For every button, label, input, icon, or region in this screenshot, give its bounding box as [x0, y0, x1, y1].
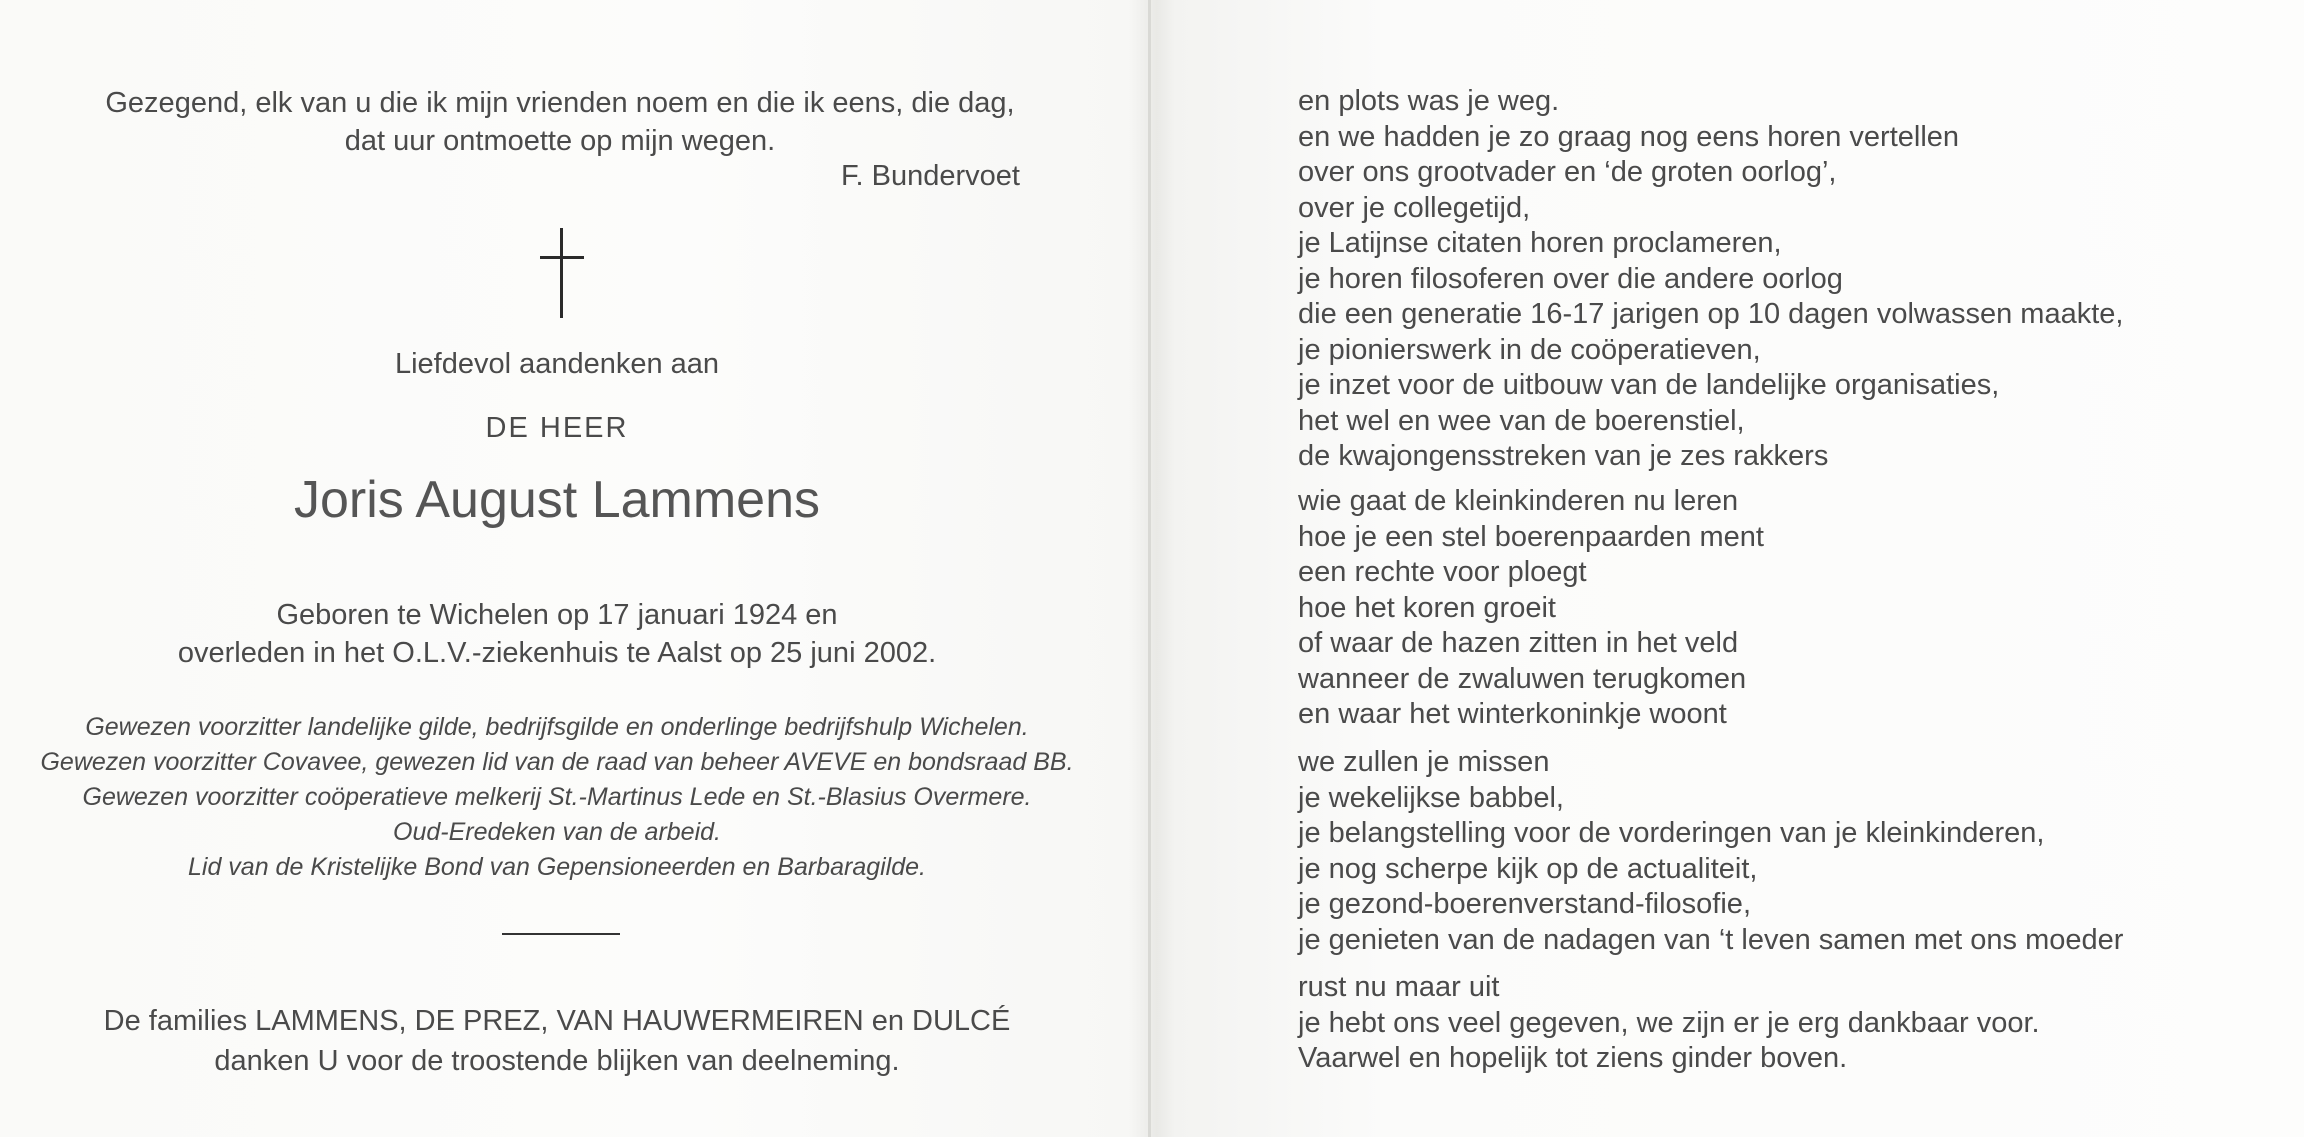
- intro-text: Liefdevol aandenken aan: [394, 348, 720, 380]
- poem-line: je pionierswerk in de coöperatieven,: [1298, 333, 1761, 366]
- families-line: danken U voor de troostende blijken van deelneming.: [214, 1045, 900, 1077]
- poem-line: Vaarwel en hopelijk tot ziens ginder boven.: [1298, 1042, 1848, 1074]
- poem-line: en we hadden je zo graag nog eens horen vertellen: [1298, 120, 1960, 153]
- quote-line: Gezegend, elk van u die ik mijn vrienden noem en die ik eens, die dag,: [105, 87, 1015, 119]
- poem-stanza-2: [1298, 484, 2278, 733]
- cross-icon: [540, 228, 584, 318]
- dates-line: Geboren te Wichelen op 17 januari 1924 en: [276, 599, 838, 631]
- poem-line: rust nu maar uit: [1298, 971, 1500, 1003]
- dates-line: overleden in het O.L.V.-ziekenhuis te Aalst op 25 juni 2002.: [177, 637, 937, 669]
- poem-line: over je collegetijd,: [1298, 191, 1531, 224]
- families-line: De families LAMMENS, DE PREZ, VAN HAUWERMEIREN en DULCÉ: [103, 1005, 1011, 1037]
- birth-death-dates: [0, 596, 1114, 672]
- poem-line: wie gaat de kleinkinderen nu leren: [1298, 485, 1739, 517]
- left-panel: [0, 0, 1120, 1137]
- right-panel: [1298, 0, 2278, 1137]
- function-line: Gewezen voorzitter Covavee, gewezen lid van de raad van beheer AVEVE en bondsraad BB.: [40, 748, 1074, 776]
- card-fold: [1148, 0, 1151, 1137]
- poem-line: je gezond-boerenverstand-filosofie,: [1298, 888, 1751, 920]
- functions-list: [0, 710, 1114, 885]
- divider: [502, 933, 620, 935]
- poem-line: we zullen je missen: [1298, 746, 1550, 778]
- poem-line: je inzet voor de uitbouw van de landelijke organisaties,: [1298, 369, 2000, 401]
- poem-line: je genieten van de nadagen van ‘t leven samen met ons moeder: [1298, 923, 2124, 956]
- deceased-name: Joris August Lammens: [293, 471, 821, 529]
- poem-line: hoe het koren groeit: [1298, 591, 1556, 624]
- function-line: Lid van de Kristelijke Bond van Gepensioneerden en Barbaragilde.: [188, 853, 926, 881]
- poem-line: een rechte voor ploegt: [1298, 556, 1587, 588]
- poem-line: je hebt ons veel gegeven, we zijn er je erg dankbaar voor.: [1298, 1006, 2040, 1039]
- poem-line: de kwajongensstreken van je zes rakkers: [1298, 440, 1829, 472]
- quote-line: dat uur ontmoette op mijn wegen.: [344, 125, 776, 157]
- poem-line: hoe je een stel boerenpaarden ment: [1298, 520, 1764, 553]
- poem-line: en plots was je weg.: [1298, 85, 1560, 117]
- honorific: DE HEER: [485, 412, 629, 444]
- poem-line: of waar de hazen zitten in het veld: [1298, 627, 1739, 659]
- poem-stanza-3: [1298, 745, 2278, 958]
- poem-line: je Latijnse citaten horen proclameren,: [1298, 227, 1782, 259]
- quote-author: F. Bundervoet: [841, 160, 1020, 192]
- poem-line: het wel en wee van de boerenstiel,: [1298, 404, 1745, 437]
- poem-line: over ons grootvader en ‘de groten oorlog’,: [1298, 156, 1837, 188]
- poem-line: die een generatie 16-17 jarigen op 10 dagen volwassen maakte,: [1298, 298, 2124, 330]
- opening-quote: [0, 84, 1120, 160]
- poem-line: je wekelijkse babbel,: [1298, 781, 1564, 814]
- function-line: Gewezen voorzitter landelijke gilde, bedrijfsgilde en onderlinge bedrijfshulp Wichelen.: [85, 713, 1029, 741]
- poem-line: wanneer de zwaluwen terugkomen: [1298, 662, 1747, 695]
- poem-line: je belangstelling voor de vorderingen van je kleinkinderen,: [1298, 817, 2045, 849]
- poem-line: je nog scherpe kijk op de actualiteit,: [1298, 852, 1758, 885]
- poem-line: je horen filosoferen over die andere oorlog: [1298, 262, 1843, 295]
- poem-stanza-1: [1298, 84, 2278, 475]
- function-line: Oud-Eredeken van de arbeid.: [393, 818, 721, 846]
- poem-stanza-4: [1298, 970, 2278, 1077]
- families-thanks: [0, 1001, 1114, 1081]
- function-line: Gewezen voorzitter coöperatieve melkerij St.-Martinus Lede en St.-Blasius Overmere.: [82, 783, 1032, 811]
- poem-line: en waar het winterkoninkje woont: [1298, 698, 1727, 730]
